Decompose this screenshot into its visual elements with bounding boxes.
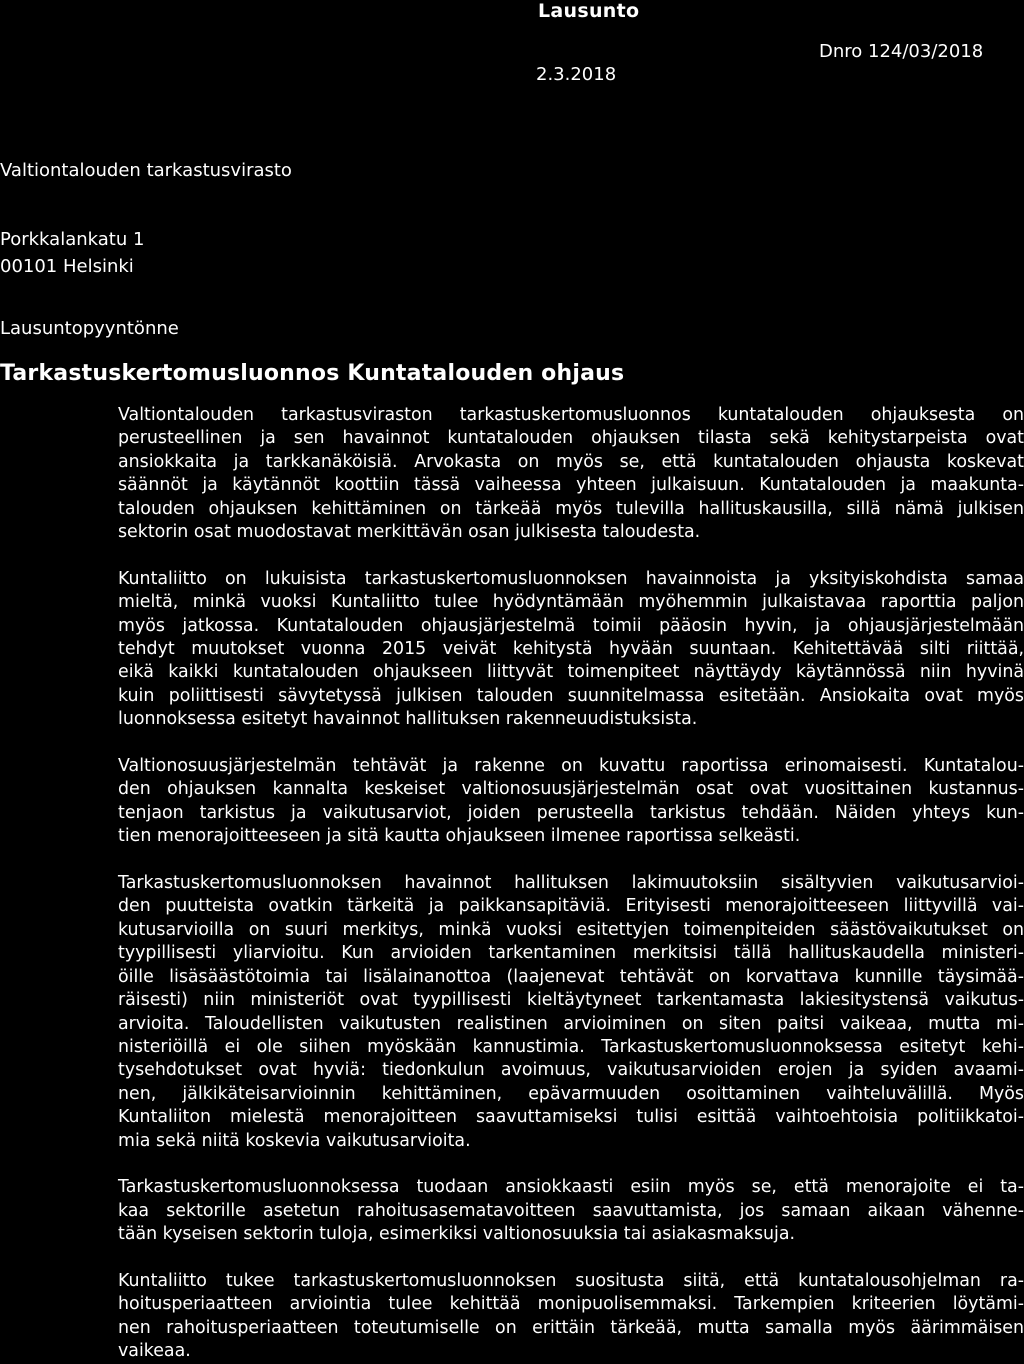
- recipient-street: Porkkalankatu 1: [0, 229, 145, 250]
- paragraph-line: Kuntaliitto tukee tarkastuskertomusluonnoksen suositusta siitä, että kuntatalousohjelman ra-: [118, 1270, 1024, 1291]
- paragraph-line: kuin poliittisesti sävytetyssä julkisen talouden suunnitelmassa esitetään. Ansiokaita ovat myös: [118, 685, 1024, 706]
- paragraph-line: eikä kaikki kuntatalouden ohjaukseen liittyvät toimenpiteet näyttäydy käytännössä niin hyvinä: [118, 662, 1024, 683]
- recipient-city: 00101 Helsinki: [0, 256, 134, 277]
- body-paragraph: [118, 1270, 1024, 1364]
- paragraph-line: talouden ohjauksen kehittäminen on tärkeää myös tulevilla hallituskausilla, sillä nämä julkisen: [118, 498, 1024, 519]
- paragraph-line: kutusarvioilla on suuri merkitys, minkä vuoksi esitettyjen toimenpiteiden säästövaikutukset on: [118, 919, 1024, 940]
- paragraph-line: räisesti) niin ministeriöt ovat tyypillisesti kieltäytyneet tarkentamasta lakiesitystensä vaikutus-: [118, 990, 1024, 1011]
- document-body: [118, 404, 1024, 1364]
- document-type: Lausunto: [538, 0, 640, 22]
- body-paragraph: [118, 755, 1024, 849]
- paragraph-line: Tarkastuskertomusluonnoksen havainnot hallituksen lakimuutoksiin sisältyvien vaikutusarvioi-: [118, 873, 1024, 894]
- body-paragraph: [118, 568, 1024, 732]
- document-heading: Tarkastuskertomusluonnos Kuntatalouden ohjaus: [0, 361, 625, 386]
- paragraph-line: den puutteista ovatkin tärkeitä ja paikkansapitäviä. Erityisesti menorajoitteeseen liittyvillä vai-: [118, 896, 1024, 917]
- paragraph-line: tysehdotukset ovat hyviä: tiedonkulun avoimuus, vaikutusarvioiden erojen ja syiden avaami-: [118, 1060, 1024, 1081]
- paragraph-line: vaikeaa.: [118, 1341, 191, 1362]
- document-date: 2.3.2018: [536, 64, 617, 85]
- paragraph-line: tään kyseisen sektorin tuloja, esimerkiksi valtionosuuksia tai asiakasmaksuja.: [118, 1224, 796, 1245]
- body-paragraph: [118, 1176, 1024, 1246]
- paragraph-line: tyypillisesti yliarvioitu. Kun arvioiden tarkentaminen merkitsisi tällä hallituskaudella ministeri-: [118, 943, 1024, 964]
- paragraph-line: den ohjauksen kannalta keskeiset valtionosuusjärjestelmän osat ovat vuosittainen kustannus-: [118, 779, 1024, 800]
- paragraph-line: sektorin osat muodostavat merkittävän osan julkisesta taloudesta.: [118, 522, 701, 543]
- paragraph-line: perusteellinen ja sen havainnot kuntatalouden ohjauksen tilasta sekä kehitystarpeista ovat: [118, 428, 1024, 449]
- paragraph-line: säännöt ja käytännöt koottiin tässä vaiheessa yhteen julkaisuun. Kuntatalouden ja maakunta-: [118, 475, 1024, 496]
- paragraph-line: Kuntaliitto on lukuisista tarkastuskertomusluonnoksen havainnoista ja yksityiskohdista samaa: [118, 568, 1024, 589]
- paragraph-line: Valtionosuusjärjestelmän tehtävät ja rakenne on kuvattu raportissa erinomaisesti. Kuntatalou-: [118, 756, 1024, 777]
- paragraph-line: arvioita. Taloudellisten vaikutusten realistinen arvioiminen on siten paitsi vaikeaa, mutta mi-: [118, 1013, 1024, 1034]
- paragraph-line: nen rahoitusperiaatteen toteutumiselle on erittäin tärkeää, mutta samalla myös äärimmäisen: [118, 1317, 1024, 1338]
- paragraph-line: Kuntaliiton mielestä menorajoitteen saavuttamiseksi tulisi esittää vaihtoehtoisia politiikkatoi-: [118, 1107, 1024, 1128]
- paragraph-line: Valtiontalouden tarkastusviraston tarkastuskertomusluonnos kuntatalouden ohjauksesta on: [118, 405, 1024, 425]
- body-paragraph: [118, 872, 1024, 1153]
- paragraph-line: tien menorajoitteeseen ja sitä kautta ohjaukseen ilmenee raportissa selkeästi.: [118, 826, 801, 847]
- paragraph-line: mieltä, minkä vuoksi Kuntaliitto tulee hyödyntämään myöhemmin julkaistavaa raporttia paljon: [118, 592, 1024, 613]
- paragraph-line: Tarkastuskertomusluonnoksessa tuodaan ansiokkaasti esiin myös se, että menorajoite ei ta-: [118, 1177, 1024, 1198]
- paragraph-line: kaa sektorille asetetun rahoitusasematavoitteen saavuttamista, jos samaan aikaan vähenne-: [118, 1200, 1024, 1221]
- paragraph-line: nen, jälkikäteisarvioinnin kehittäminen, epävarmuuden osoittaminen vaihteluvälillä. Myös: [118, 1083, 1024, 1104]
- recipient-address: [0, 226, 144, 280]
- paragraph-line: tenjaon tarkistus ja vaikutusarviot, joiden perusteella tarkistus tehdään. Näiden yhteys kun-: [118, 802, 1024, 823]
- body-paragraph: [118, 404, 1024, 544]
- paragraph-line: nisteriöillä ei ole siihen myöskään kannustimia. Tarkastuskertomusluonnoksessa esitetyt kehi-: [118, 1036, 1024, 1057]
- paragraph-line: öille lisäsäästötoimia tai lisälainanottoa (laajenevat tehtävät on korvattava kunnille täysimää-: [118, 966, 1024, 987]
- paragraph-line: ansiokkaita ja tarkkanäköisiä. Arvokasta on myös se, että kuntatalouden ohjausta koskevat: [118, 451, 1024, 472]
- paragraph-line: myös jatkossa. Kuntatalouden ohjausjärjestelmä toimii pääosin hyvin, ja ohjausjärjestelmään: [118, 615, 1024, 636]
- paragraph-line: tehdyt muutokset vuonna 2015 veivät kehitystä hyvään suuntaan. Kehitettävää silti riittää,: [118, 639, 1024, 660]
- paragraph-line: mia sekä niitä koskevia vaikutusarvioita.: [118, 1130, 471, 1151]
- paragraph-line: luonnoksessa esitetyt havainnot hallituksen rakenneuudistuksista.: [118, 709, 698, 730]
- document-number: Dnro 124/03/2018: [819, 41, 984, 62]
- paragraph-line: hoitusperiaatteen arviointia tulee kehittää monipuolisemmaksi. Tarkempien kriteerien löytämi-: [118, 1294, 1024, 1315]
- recipient-organization: Valtiontalouden tarkastusvirasto: [0, 160, 292, 181]
- subject-label: Lausuntopyyntönne: [0, 318, 179, 339]
